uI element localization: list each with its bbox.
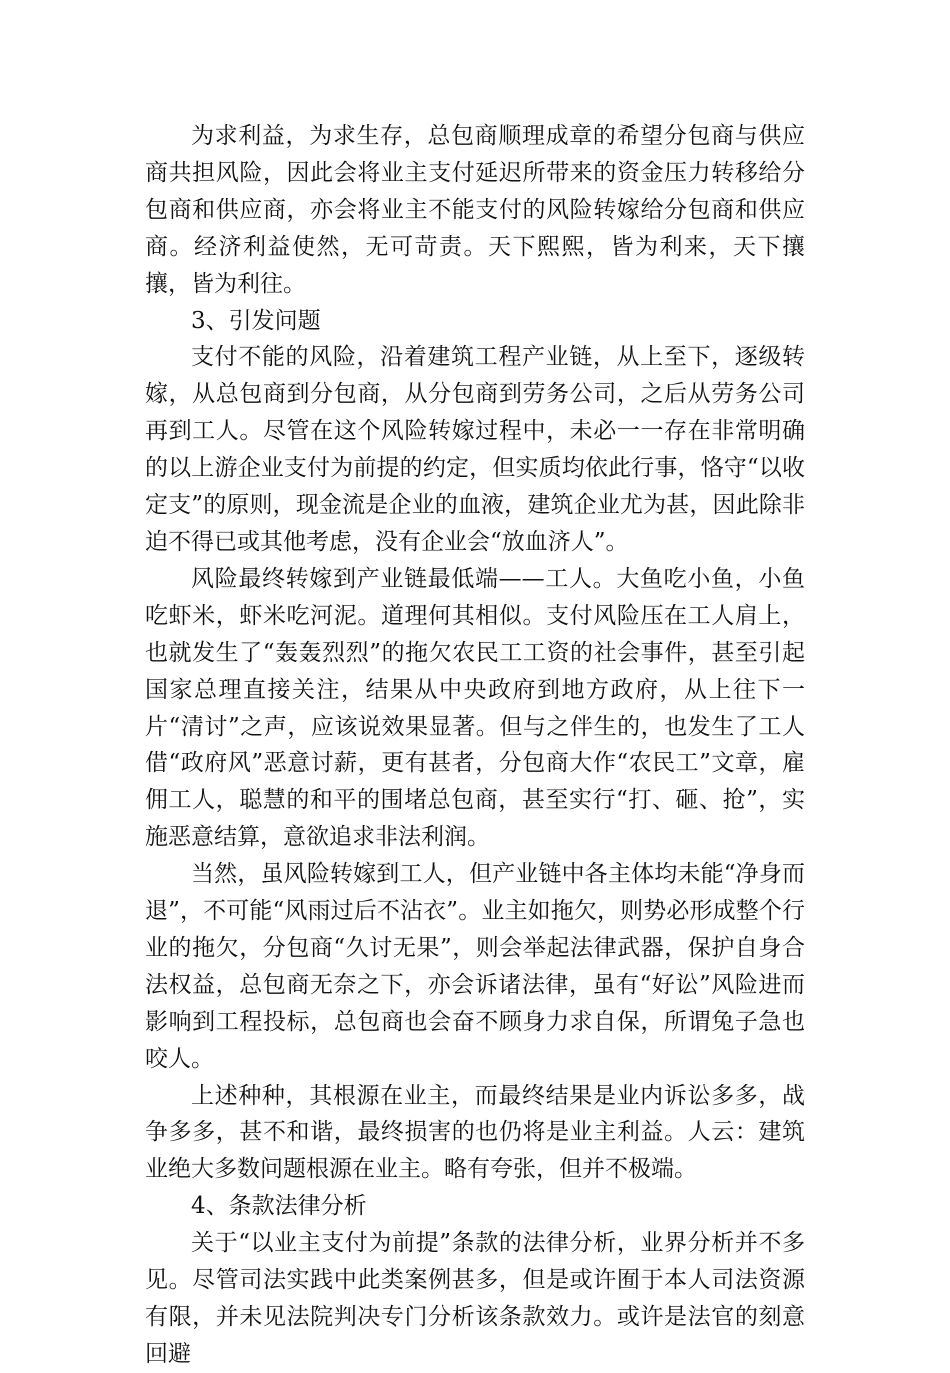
document-body	[145, 118, 805, 1373]
paragraph: 当然，虽风险转嫁到工人，但产业链中各主体均未能“净身而退”，不可能“风雨过后不沾衣”。业主如拖欠，则势必形成整个行业的拖欠，分包商“久讨无果”，则会举起法律武器，保护自身合法权益，总包商无奈之下，亦会诉诸法律，虽有“好讼”风险进而影响到工程投标，总包商也会奋不顾身力求自保，所谓兔子急也咬人。	[145, 861, 805, 1072]
paragraph: 风险最终转嫁到产业链最低端——工人。大鱼吃小鱼，小鱼吃虾米，虾米吃河泥。道理何其相似。支付风险压在工人肩上，也就发生了“轰轰烈烈”的拖欠农民工工资的社会事件，甚至引起国家总理直接关注，结果从中央政府到地方政府，从上往下一片“清讨”之声，应该说效果显著。但与之伴生的，也发生了工人借“政府风”恶意讨薪，更有甚者，分包商大作“农民工”文章，雇佣工人，聪慧的和平的围堵总包商，甚至实行“打、砸、抢”，实施恶意结算，意欲追求非法利润。	[145, 565, 805, 851]
paragraph: 为求利益，为求生存，总包商顺理成章的希望分包商与供应商共担风险，因此会将业主支付延迟所带来的资金压力转移给分包商和供应商，亦会将业主不能支付的风险转嫁给分包商和供应商。经济利益使然，无可苛责。天下熙熙，皆为利来，天下攘攘，皆为利往。	[145, 123, 805, 297]
section-heading: 3、引发问题	[191, 307, 321, 334]
paragraph: 关于“以业主支付为前提”条款的法律分析，业界分析并不多见。尽管司法实践中此类案例甚多，但是或许囿于本人司法资源有限，并未见法院判决专门分析该条款效力。或许是法官的刻意回避	[145, 1230, 805, 1367]
paragraph: 支付不能的风险，沿着建筑工程产业链，从上至下，逐级转嫁，从总包商到分包商，从分包商到劳务公司，之后从劳务公司再到工人。尽管在这个风险转嫁过程中，未必一一存在非常明确的以上游企业支付为前提的约定，但实质均依此行事，恪守“以收定支”的原则，现金流是企业的血液，建筑企业尤为甚，因此除非迫不得已或其他考虑，没有企业会“放血济人”。	[145, 344, 805, 555]
section-heading: 4、条款法律分析	[191, 1193, 367, 1220]
paragraph: 上述种种，其根源在业主，而最终结果是业内诉讼多多，战争多多，甚不和谐，最终损害的也仍将是业主利益。人云：建筑业绝大多数问题根源在业主。略有夸张，但并不极端。	[145, 1082, 805, 1183]
